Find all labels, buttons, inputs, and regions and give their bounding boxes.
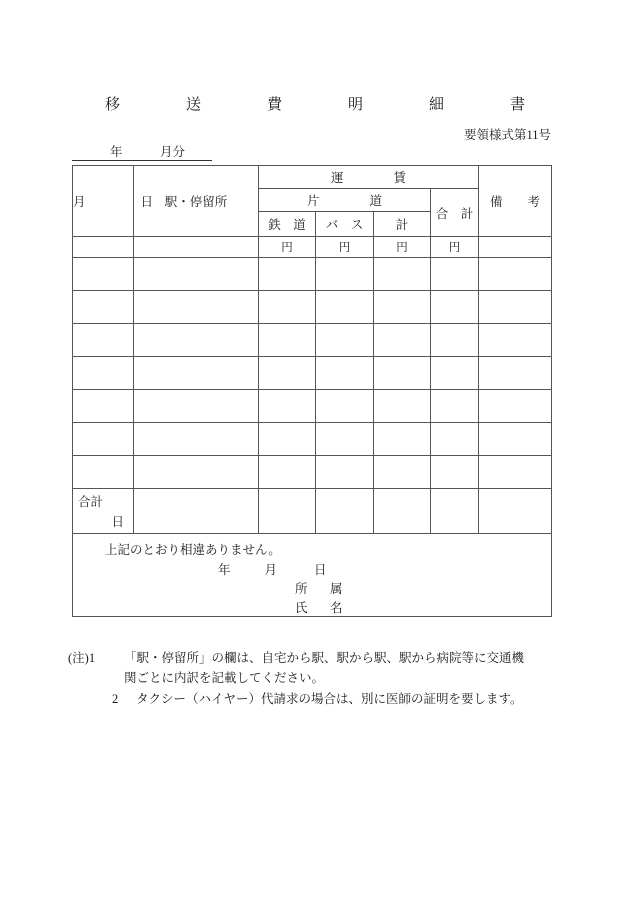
cell-subtotal[interactable] bbox=[374, 291, 431, 324]
declaration-name-label: 氏 名 bbox=[295, 601, 348, 615]
note-item-1 bbox=[68, 648, 588, 688]
header-label-date: 月 日 bbox=[73, 195, 164, 209]
table-header-row-1 bbox=[73, 166, 552, 189]
declaration-day-label: 日 bbox=[314, 563, 327, 577]
cell-total[interactable] bbox=[431, 390, 479, 423]
cell-remarks[interactable] bbox=[479, 324, 552, 357]
declaration-block bbox=[73, 534, 552, 617]
cell-railway[interactable] bbox=[259, 357, 316, 390]
cell-railway[interactable] bbox=[259, 324, 316, 357]
note-2-text: タクシー（ハイヤー）代請求の場合は、別に医師の証明を要します。 bbox=[136, 692, 523, 706]
header-label-bus: バ ス bbox=[325, 218, 364, 232]
declaration-month-label: 月 bbox=[264, 563, 278, 577]
cell-remarks[interactable] bbox=[479, 423, 552, 456]
cell-subtotal[interactable] bbox=[374, 357, 431, 390]
header-label-one-way: 片 道 bbox=[306, 194, 382, 208]
cell-subtotal-unit[interactable]: 円 bbox=[374, 237, 431, 258]
header-label-station: 駅・停留所 bbox=[164, 195, 228, 209]
declaration-statement: 上記のとおり相違ありません。 bbox=[105, 543, 281, 557]
header-label-total: 合 計 bbox=[435, 206, 474, 221]
cell-station[interactable] bbox=[134, 291, 259, 324]
header-label-railway: 鉄 道 bbox=[268, 218, 306, 232]
header-cell-remarks bbox=[479, 166, 552, 237]
cell-subtotal[interactable] bbox=[374, 390, 431, 423]
cell-railway[interactable] bbox=[259, 258, 316, 291]
table-row[interactable] bbox=[73, 390, 552, 423]
declaration-date-line[interactable] bbox=[218, 560, 327, 578]
cell-total-label bbox=[73, 489, 134, 534]
cell-bus[interactable] bbox=[316, 258, 374, 291]
header-cell-one-way bbox=[259, 189, 431, 212]
form-code-label: 要領様式第11号 bbox=[463, 128, 551, 142]
declaration-row bbox=[73, 534, 552, 617]
cell-railway[interactable] bbox=[259, 423, 316, 456]
cell-remarks[interactable] bbox=[479, 357, 552, 390]
table-row[interactable] bbox=[73, 456, 552, 489]
cell-total[interactable] bbox=[431, 324, 479, 357]
cell-subtotal[interactable] bbox=[374, 456, 431, 489]
cell-remarks[interactable] bbox=[479, 456, 552, 489]
header-cell-subtotal bbox=[374, 212, 431, 237]
cell-bus[interactable] bbox=[316, 291, 374, 324]
cell-railway-total[interactable] bbox=[259, 489, 316, 534]
note-1-marker bbox=[68, 648, 95, 668]
table-row[interactable] bbox=[73, 357, 552, 390]
cell-subtotal[interactable] bbox=[374, 423, 431, 456]
cell-station-total[interactable] bbox=[134, 489, 259, 534]
table-total-row[interactable] bbox=[73, 489, 552, 534]
cell-subtotal-total[interactable] bbox=[374, 489, 431, 534]
cell-total[interactable] bbox=[431, 423, 479, 456]
cell-station[interactable] bbox=[134, 258, 259, 291]
total-row-label: 合計 bbox=[78, 495, 104, 509]
cell-bus[interactable] bbox=[316, 456, 374, 489]
cell-total-unit[interactable]: 円 bbox=[431, 237, 479, 258]
expense-table bbox=[72, 165, 552, 617]
cell-date[interactable] bbox=[73, 324, 134, 357]
cell-date[interactable] bbox=[73, 423, 134, 456]
cell-station[interactable] bbox=[134, 456, 259, 489]
cell-bus[interactable] bbox=[316, 390, 374, 423]
cell-bus-unit[interactable]: 円 bbox=[316, 237, 374, 258]
cell-bus[interactable] bbox=[316, 324, 374, 357]
note-prefix: (注) bbox=[68, 651, 89, 665]
cell-station[interactable] bbox=[134, 324, 259, 357]
note-item-2 bbox=[68, 689, 588, 709]
header-cell-total bbox=[431, 189, 479, 237]
cell-subtotal[interactable] bbox=[374, 258, 431, 291]
cell-railway-unit[interactable]: 円 bbox=[259, 237, 316, 258]
cell-remarks-total[interactable] bbox=[479, 489, 552, 534]
table-row[interactable] bbox=[73, 291, 552, 324]
cell-bus-total[interactable] bbox=[316, 489, 374, 534]
header-cell-fare bbox=[259, 166, 479, 189]
note-1-number: 1 bbox=[88, 651, 96, 665]
note-2-number: 2 bbox=[112, 692, 119, 706]
note-1-line-1: 「駅・停留所」の欄は、自宅から駅、駅から駅、駅から病院等に交通機 bbox=[124, 651, 525, 665]
cell-date[interactable] bbox=[73, 357, 134, 390]
declaration-year-label: 年 bbox=[218, 563, 231, 577]
header-cell-bus bbox=[316, 212, 374, 237]
header-label-fare: 運 賃 bbox=[331, 171, 407, 185]
notes-section bbox=[68, 648, 588, 709]
cell-railway[interactable] bbox=[259, 456, 316, 489]
table-row[interactable] bbox=[73, 423, 552, 456]
cell-total[interactable] bbox=[431, 357, 479, 390]
period-field[interactable] bbox=[72, 141, 212, 161]
cell-bus[interactable] bbox=[316, 357, 374, 390]
table-row[interactable] bbox=[73, 324, 552, 357]
total-row-day-label: 日 bbox=[111, 515, 124, 529]
cell-total-total[interactable] bbox=[431, 489, 479, 534]
cell-total[interactable] bbox=[431, 258, 479, 291]
cell-date[interactable] bbox=[73, 456, 134, 489]
cell-remarks[interactable] bbox=[479, 258, 552, 291]
cell-railway[interactable] bbox=[259, 291, 316, 324]
cell-railway[interactable] bbox=[259, 390, 316, 423]
cell-remarks[interactable] bbox=[479, 390, 552, 423]
table-row[interactable] bbox=[73, 237, 552, 258]
cell-total[interactable] bbox=[431, 456, 479, 489]
cell-bus[interactable] bbox=[316, 423, 374, 456]
cell-date[interactable] bbox=[73, 237, 134, 258]
header-label-subtotal: 計 bbox=[395, 218, 409, 232]
cell-date[interactable] bbox=[73, 258, 134, 291]
cell-station[interactable] bbox=[134, 423, 259, 456]
header-cell-railway bbox=[259, 212, 316, 237]
cell-subtotal[interactable] bbox=[374, 324, 431, 357]
header-label-remarks: 備 考 bbox=[490, 195, 541, 209]
cell-remarks[interactable] bbox=[479, 291, 552, 324]
cell-date[interactable] bbox=[73, 291, 134, 324]
page-title: 移 送 費 明 細 書 bbox=[104, 97, 537, 113]
note-1-line-2: 関ごとに内訳を記載してください。 bbox=[124, 671, 325, 685]
period-year-label: 年 bbox=[110, 145, 123, 159]
cell-remarks[interactable] bbox=[479, 237, 552, 258]
table-row[interactable] bbox=[73, 258, 552, 291]
period-month-label: 月分 bbox=[160, 145, 186, 159]
cell-total[interactable] bbox=[431, 291, 479, 324]
declaration-affiliation-label: 所 属 bbox=[295, 582, 348, 596]
cell-station[interactable] bbox=[134, 237, 259, 258]
cell-date[interactable] bbox=[73, 390, 134, 423]
header-cell-date bbox=[73, 166, 164, 237]
cell-station[interactable] bbox=[134, 390, 259, 423]
cell-station[interactable] bbox=[134, 357, 259, 390]
